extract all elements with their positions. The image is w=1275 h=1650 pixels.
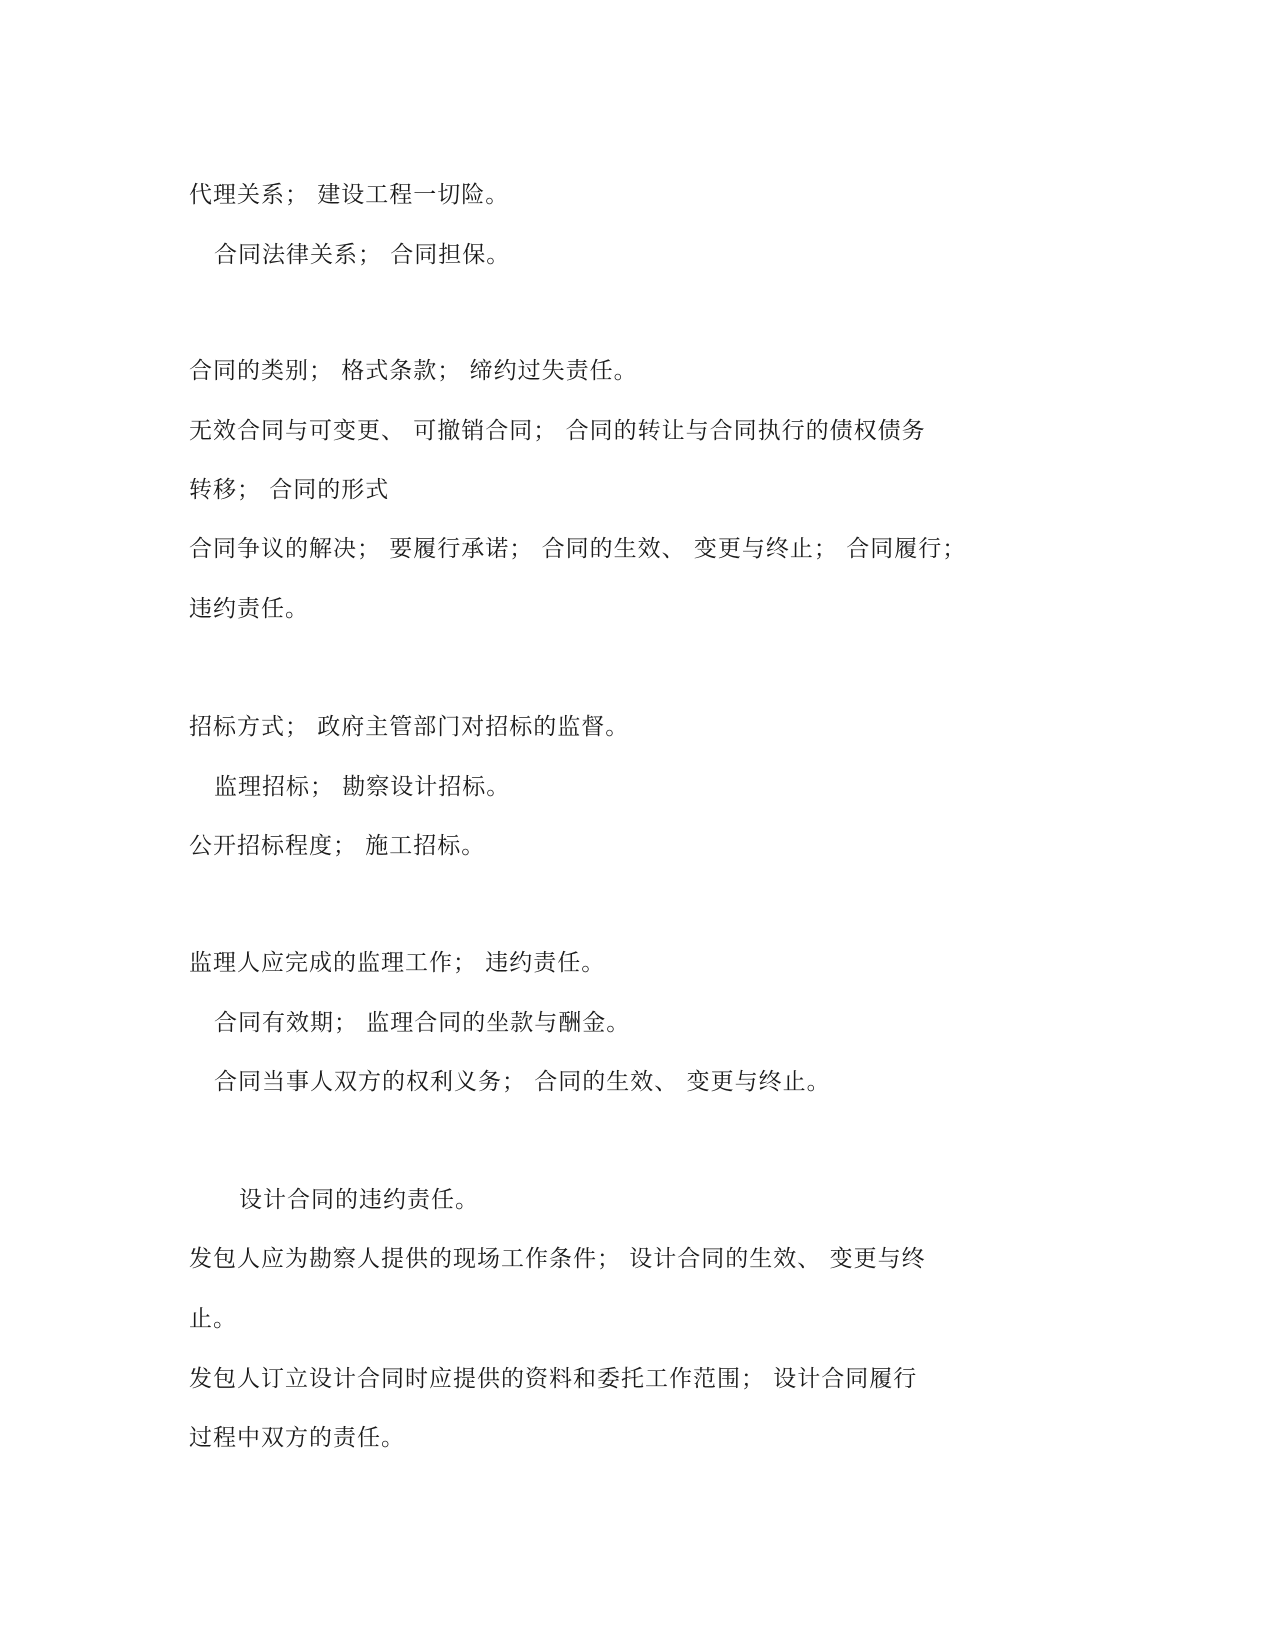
text-line: 合同争议的解决； 要履行承诺； 合同的生效、 变更与终止； 合同履行；: [189, 536, 967, 562]
text-line: 合同的类别； 格式条款； 缔约过失责任。: [189, 358, 638, 384]
text-line: 转移； 合同的形式: [189, 477, 390, 503]
text-line: 违约责任。: [189, 596, 309, 622]
text-line: 监理招标； 勘察设计招标。: [214, 774, 511, 800]
text-line: 合同法律关系； 合同担保。: [214, 242, 511, 268]
text-line: 监理人应完成的监理工作； 违约责任。: [189, 950, 606, 976]
text-line: 公开招标程度； 施工招标。: [189, 833, 486, 859]
text-line: 设计合同的违约责任。: [239, 1187, 479, 1213]
text-line: 代理关系； 建设工程一切险。: [189, 182, 510, 208]
text-line: 合同有效期； 监理合同的坐款与酬金。: [214, 1010, 631, 1036]
text-line: 过程中双方的责任。: [189, 1425, 405, 1451]
text-line: 招标方式； 政府主管部门对招标的监督。: [189, 714, 630, 740]
text-line: 无效合同与可变更、 可撤销合同； 合同的转让与合同执行的债权债务: [189, 418, 926, 444]
text-line: 合同当事人双方的权利义务； 合同的生效、 变更与终止。: [214, 1069, 831, 1095]
text-line: 发包人订立设计合同时应提供的资料和委托工作范围； 设计合同履行: [189, 1366, 918, 1392]
text-line: 发包人应为勘察人提供的现场工作条件； 设计合同的生效、 变更与终: [189, 1246, 926, 1272]
text-line: 止。: [189, 1306, 237, 1332]
